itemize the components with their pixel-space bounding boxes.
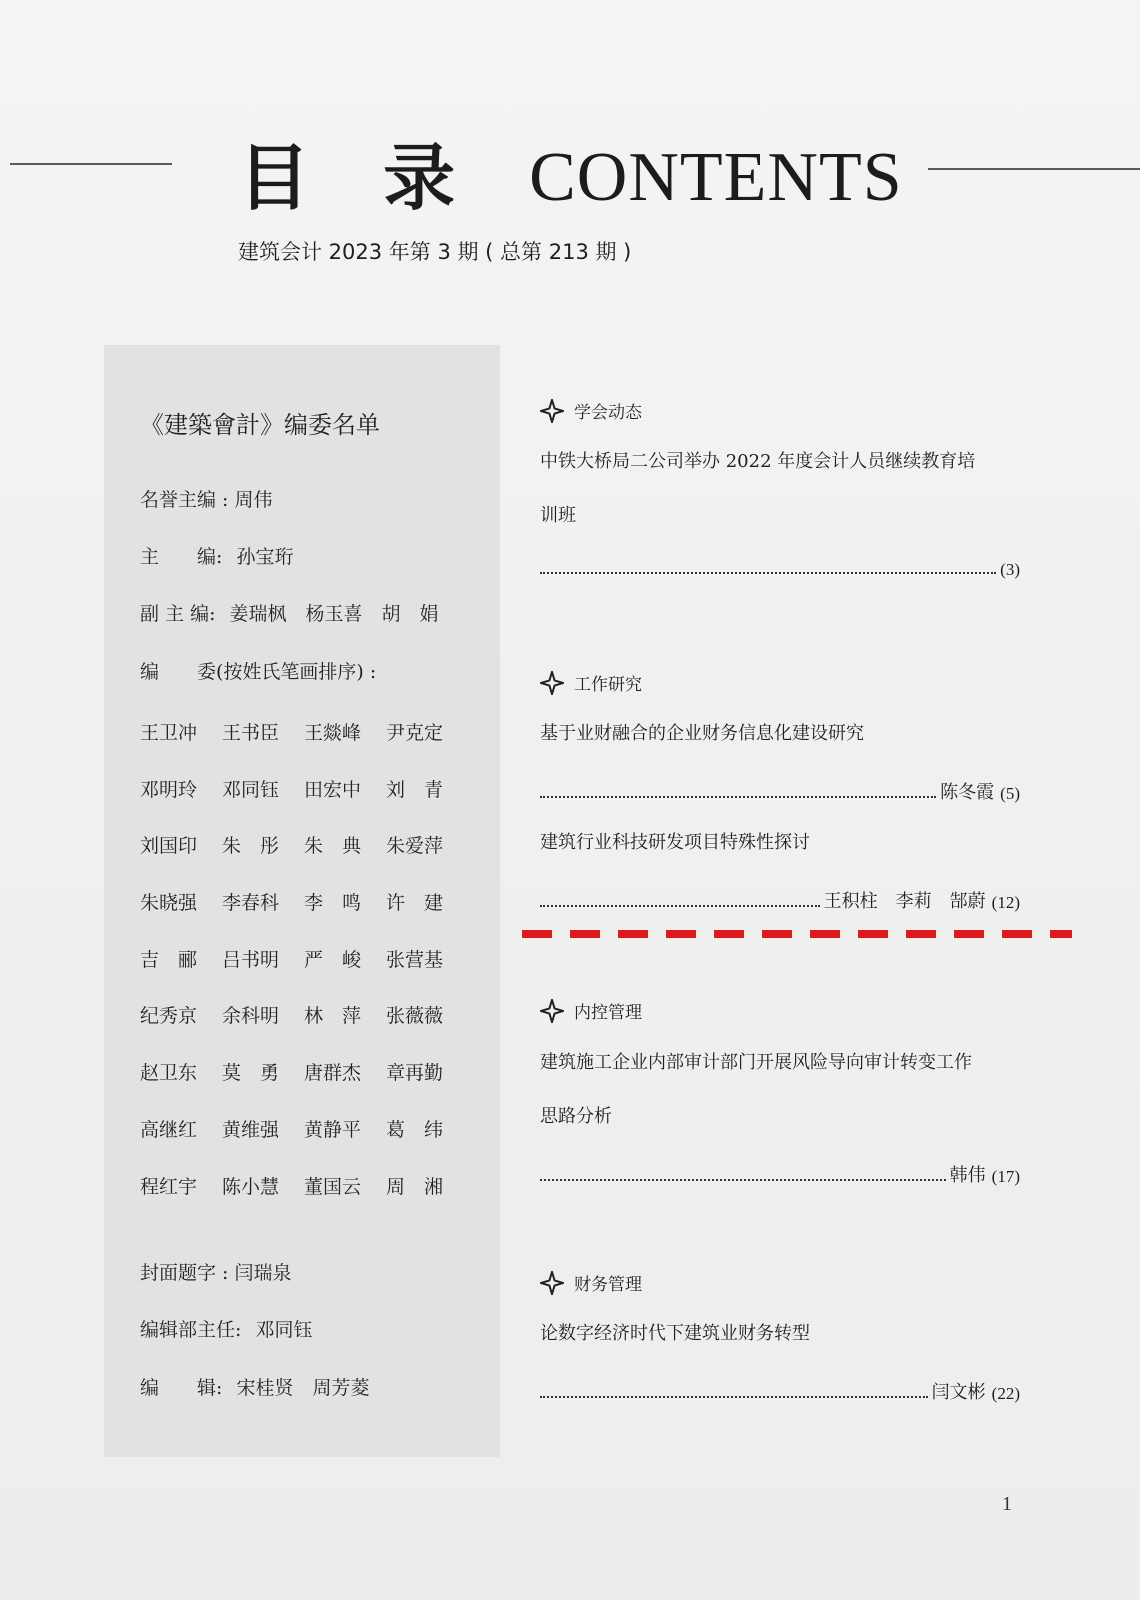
cover-calligraphy-credit: 封面题字 : 闫瑞泉 bbox=[140, 1262, 292, 1284]
board-members-grid bbox=[140, 718, 480, 1228]
toc-entry-leader bbox=[540, 560, 1020, 580]
member-name: 刘 青 bbox=[386, 778, 444, 801]
article-title[interactable]: 论数字经济时代下建筑业财务转型 bbox=[540, 1323, 810, 1344]
member-name: 纪秀京 bbox=[140, 1005, 198, 1028]
article-title[interactable]: 建筑行业科技研发项目特殊性探讨 bbox=[540, 832, 810, 853]
dot-leader bbox=[540, 571, 996, 574]
members-row bbox=[140, 945, 480, 1002]
section-title: 工作研究 bbox=[574, 675, 642, 695]
section-heading-internal-control bbox=[540, 998, 642, 1023]
section-heading-association-news bbox=[540, 398, 642, 423]
member-name: 邓明玲 bbox=[140, 778, 198, 801]
member-name: 张营基 bbox=[386, 948, 444, 971]
member-name: 高继红 bbox=[140, 1118, 198, 1141]
member-name: 葛 纬 bbox=[386, 1118, 444, 1141]
dot-leader bbox=[540, 904, 820, 907]
page-ref[interactable]: (12) bbox=[991, 893, 1020, 912]
author: 陈冬霞 bbox=[940, 782, 995, 803]
members-row bbox=[140, 775, 480, 832]
member-name: 李 鸣 bbox=[304, 892, 362, 915]
title-chinese: 目 录 bbox=[238, 136, 480, 220]
page-number: 1 bbox=[1002, 1493, 1012, 1515]
member-name: 章再勤 bbox=[386, 1062, 444, 1085]
four-point-star-icon bbox=[540, 399, 564, 423]
red-dashed-divider bbox=[522, 930, 1072, 938]
deputy-editor-label: 副 主 编: bbox=[140, 603, 216, 625]
editorial-board-title: 《建築會計》编委名单 bbox=[140, 411, 380, 439]
members-label: 编 委(按姓氏笔画排序) : bbox=[140, 661, 377, 683]
editors-line bbox=[140, 1373, 369, 1400]
member-name: 张薇薇 bbox=[386, 1005, 444, 1028]
member-name: 林 萍 bbox=[304, 1005, 362, 1028]
toc-entry-leader bbox=[540, 1378, 1020, 1404]
member-name: 田宏中 bbox=[304, 778, 362, 801]
member-name: 严 峻 bbox=[304, 948, 362, 971]
office-director-line bbox=[140, 1315, 312, 1342]
member-name: 赵卫东 bbox=[140, 1062, 198, 1085]
members-row bbox=[140, 831, 480, 888]
section-title: 内控管理 bbox=[574, 1003, 642, 1023]
member-name: 王书臣 bbox=[222, 722, 280, 744]
page-ref[interactable]: (5) bbox=[1000, 784, 1020, 803]
issue-info: 建筑会计 2023 年第 3 期 ( 总第 213 期 ) bbox=[238, 240, 632, 264]
toc-entry-leader bbox=[540, 1161, 1020, 1187]
editors-label: 编 辑: bbox=[140, 1377, 223, 1399]
chief-editor-label: 主 编: bbox=[140, 546, 223, 568]
deputy-editor-line bbox=[140, 599, 439, 626]
page-ref[interactable]: (3) bbox=[1000, 560, 1020, 579]
members-row bbox=[140, 888, 480, 945]
member-name: 刘国印 bbox=[140, 835, 198, 858]
members-row bbox=[140, 1172, 480, 1229]
member-name: 朱 彤 bbox=[222, 835, 280, 858]
chief-editor-name: 孙宝珩 bbox=[236, 546, 294, 568]
honorary-editor: 名誉主编 : 周伟 bbox=[140, 489, 273, 511]
toc-entry-leader bbox=[540, 778, 1020, 804]
member-name: 董国云 bbox=[304, 1175, 362, 1198]
title-rule-left bbox=[10, 163, 172, 165]
member-name: 程红宇 bbox=[140, 1175, 198, 1198]
article-title[interactable]: 基于业财融合的企业财务信息化建设研究 bbox=[540, 723, 864, 744]
article-title[interactable]: 建筑施工企业内部审计部门开展风险导向审计转变工作 bbox=[540, 1052, 972, 1073]
member-name: 周 湘 bbox=[386, 1175, 444, 1198]
article-title-continued[interactable]: 思路分析 bbox=[540, 1106, 612, 1127]
dot-leader bbox=[540, 1178, 946, 1181]
title-rule-right bbox=[928, 168, 1140, 170]
article-title-continued[interactable]: 训班 bbox=[540, 505, 576, 526]
member-name: 吕书明 bbox=[222, 948, 280, 971]
author: 闫文彬 bbox=[931, 1382, 986, 1403]
member-name: 王卫冲 bbox=[140, 722, 198, 744]
dot-leader bbox=[540, 1395, 928, 1398]
author: 韩伟 bbox=[949, 1165, 986, 1186]
office-director-name: 邓同钰 bbox=[255, 1319, 313, 1341]
four-point-star-icon bbox=[540, 999, 564, 1023]
members-row bbox=[140, 1058, 480, 1115]
deputy-editor-names: 姜瑞枫 杨玉喜 胡 娟 bbox=[229, 603, 439, 625]
member-name: 王燚峰 bbox=[304, 722, 362, 744]
article-title[interactable]: 中铁大桥局二公司举办 2022 年度会计人员继续教育培 bbox=[540, 451, 976, 472]
member-name: 尹克定 bbox=[386, 722, 444, 744]
section-heading-work-research bbox=[540, 670, 642, 695]
office-director-label: 编辑部主任: bbox=[140, 1319, 242, 1341]
member-name: 朱爱萍 bbox=[386, 835, 444, 858]
editors-names: 宋桂贤 周芳菱 bbox=[236, 1377, 370, 1399]
member-name: 朱 典 bbox=[304, 835, 362, 858]
toc-entry-leader bbox=[540, 887, 1020, 913]
dot-leader bbox=[540, 795, 936, 798]
four-point-star-icon bbox=[540, 671, 564, 695]
member-name: 陈小慧 bbox=[222, 1175, 280, 1198]
title-english: CONTENTS bbox=[529, 139, 903, 216]
member-name: 莫 勇 bbox=[222, 1062, 280, 1085]
section-heading-financial-management bbox=[540, 1270, 642, 1295]
page-ref[interactable]: (17) bbox=[991, 1167, 1020, 1186]
members-row bbox=[140, 718, 480, 775]
page-title bbox=[238, 128, 903, 218]
member-name: 余科明 bbox=[222, 1005, 280, 1028]
member-name: 许 建 bbox=[386, 892, 444, 915]
member-name: 李春科 bbox=[222, 892, 280, 915]
member-name: 邓同钰 bbox=[222, 778, 280, 801]
four-point-star-icon bbox=[540, 1271, 564, 1295]
page-ref[interactable]: (22) bbox=[991, 1384, 1020, 1403]
section-title: 学会动态 bbox=[574, 403, 642, 423]
members-row bbox=[140, 1001, 480, 1058]
member-name: 唐群杰 bbox=[304, 1062, 362, 1085]
section-title: 财务管理 bbox=[574, 1275, 642, 1295]
member-name: 黄维强 bbox=[222, 1118, 280, 1141]
author: 王积柱 李莉 郜蔚 bbox=[823, 891, 986, 912]
member-name: 吉 郦 bbox=[140, 948, 198, 971]
member-name: 黄静平 bbox=[304, 1118, 362, 1141]
member-name: 朱晓强 bbox=[140, 892, 198, 915]
chief-editor-line bbox=[140, 542, 293, 569]
members-row bbox=[140, 1115, 480, 1172]
